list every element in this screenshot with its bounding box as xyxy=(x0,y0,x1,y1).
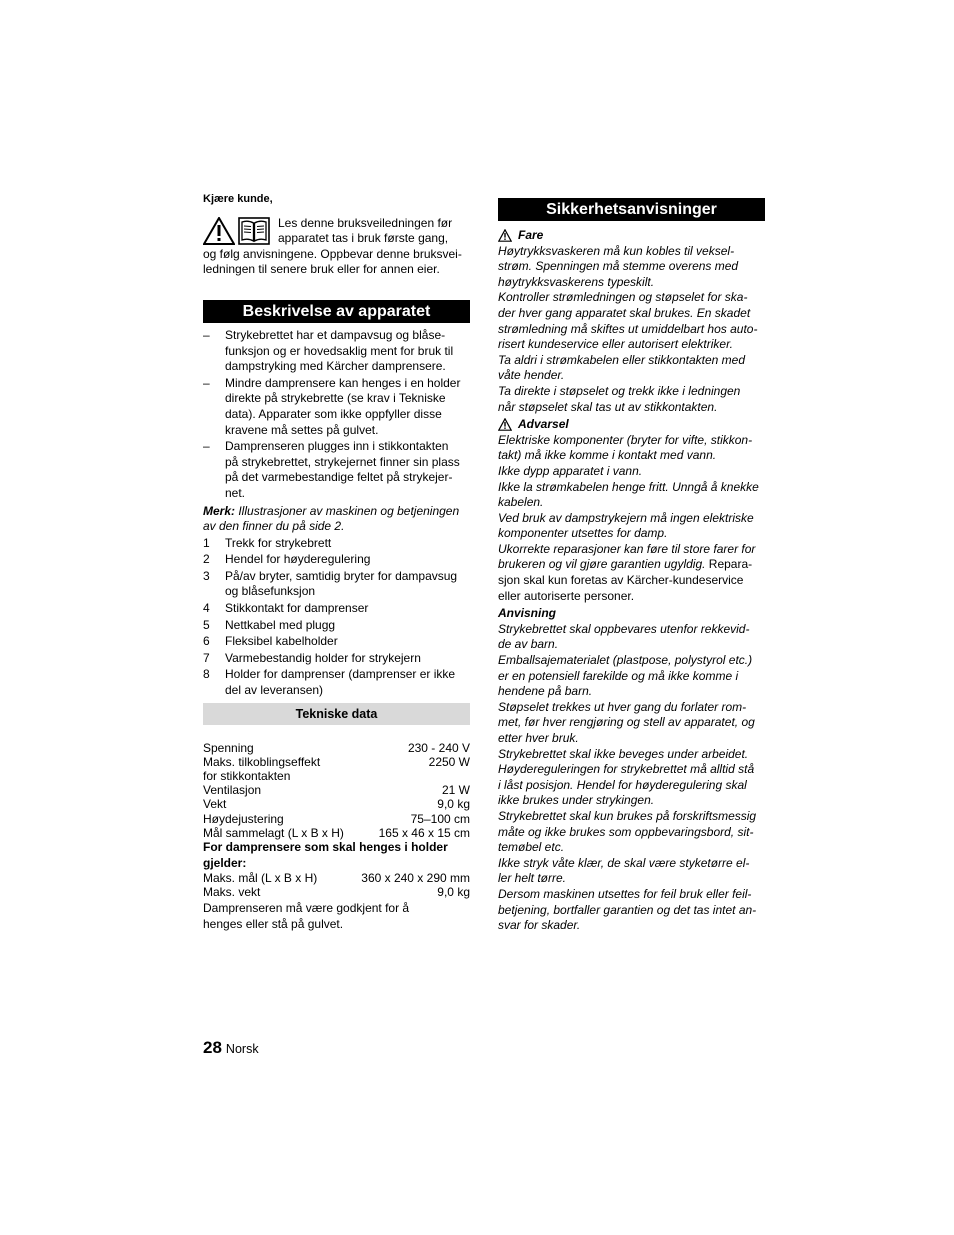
anvisning-line: Dersom maskinen utsettes for feil bruk eller feil- xyxy=(498,886,752,901)
spec-label: Maks. tilkoblingseffekt for stikkontakten xyxy=(203,754,321,784)
spec-value: 75–100 cm xyxy=(410,811,470,826)
table-row xyxy=(203,741,470,755)
table-row xyxy=(203,885,470,899)
anvisning-line: Støpselet trekkes ut hver gang du forlater rom- xyxy=(498,699,747,714)
advarsel-line: komponenter utsettes for damp. xyxy=(498,526,668,541)
spec-value: 9,0 kg xyxy=(437,797,470,812)
item-number: 6 xyxy=(203,634,210,649)
table-row xyxy=(203,783,470,797)
intro-icons xyxy=(203,217,270,245)
description-bullet-list xyxy=(203,328,470,502)
intro-block xyxy=(203,216,470,247)
fare-line: høytrykksvaskerens typeskilt. xyxy=(498,274,655,289)
anvisning-line: Strykebrettet skal oppbevares utenfor rekkevid- xyxy=(498,621,750,636)
anvisning-line: hendene på barn. xyxy=(498,684,593,699)
manual-book-icon xyxy=(238,217,270,245)
fare-line: våte hender. xyxy=(498,368,565,383)
spec-value: 9,0 kg xyxy=(437,885,470,900)
table-row xyxy=(203,871,470,885)
fare-text xyxy=(498,244,765,416)
bullet-line: på strykebrettet, strykejernet finner sin plass xyxy=(225,454,460,469)
tech-data-heading: Tekniske data xyxy=(203,703,470,725)
item-number: 4 xyxy=(203,601,210,616)
spec-label: Ventilasjon xyxy=(203,783,262,798)
item-line: På/av bryter, samtidig bryter for dampavsug xyxy=(225,568,458,583)
bullet-line: data). Apparater som ikke oppfyller disse xyxy=(225,406,442,421)
anvisning-line: temøbel etc. xyxy=(498,840,565,855)
spec-label: Vekt xyxy=(203,797,227,812)
list-item xyxy=(203,634,470,650)
anvisning-line: ikke brukes under strykingen. xyxy=(498,793,655,808)
bullet-marker: – xyxy=(203,327,210,342)
warning-triangle-icon xyxy=(498,418,512,431)
anvisning-line: måte og ikke brukes som oppbevaringsbord, sit- xyxy=(498,824,754,839)
anvisning-line: svar for skader. xyxy=(498,918,581,933)
anvisning-line: Ikke stryk våte klær, de skal være styketørre el- xyxy=(498,855,750,870)
advarsel-line: eller autoriserte personer. xyxy=(498,588,635,603)
advarsel-line xyxy=(498,557,765,573)
item-line: Nettkabel med plugg xyxy=(225,617,336,632)
anvisning-line: met, før hver rengjøring og stell av apparatet, og xyxy=(498,715,755,730)
list-item xyxy=(203,376,470,438)
item-line: Hendel for høyderegulering xyxy=(225,552,371,567)
spec-label: Spenning xyxy=(203,740,254,755)
intro-first-lines xyxy=(278,216,470,247)
note-line: av den finner du på side 2. xyxy=(203,519,345,534)
bullet-line: net. xyxy=(225,485,246,500)
item-line: Trekk for strykebrett xyxy=(225,535,332,550)
fare-label: Fare xyxy=(518,228,544,242)
advarsel-line: Elektriske komponenter (bryter for vifte, stikkon- xyxy=(498,432,753,447)
advarsel-italic-part: brukeren og vil gjøre garantien ugyldig. xyxy=(498,557,706,572)
anvisning-line: Emballsajematerialet (plastpose, polystyrol etc.) xyxy=(498,653,753,668)
anvisning-line: er en potensiell farekilde og må ikke komme i xyxy=(498,668,739,683)
fare-line: Ta aldri i strømkabelen eller stikkontakten med xyxy=(498,352,745,367)
list-item xyxy=(203,569,470,600)
spec-value: 21 W xyxy=(441,783,470,798)
right-column xyxy=(498,198,765,934)
item-line: Holder for damprenser (damprenser er ikke xyxy=(225,667,456,682)
item-number: 1 xyxy=(203,535,210,550)
list-item xyxy=(203,651,470,667)
spec-value: 2250 W xyxy=(428,754,470,769)
intro-line: og følg anvisningene. Oppbevar denne bruksvei- xyxy=(203,246,462,261)
greeting: Kjære kunde, xyxy=(203,193,273,205)
fare-line: strøm. Spenningen må stemme overens med xyxy=(498,259,739,274)
list-item xyxy=(203,601,470,617)
note-line: Illustrasjoner av maskinen og betjeningen xyxy=(235,503,460,518)
advarsel-line: Ukorrekte reparasjoner kan føre til store farer for xyxy=(498,541,756,556)
bullet-line: funksjon og er hovedsaklig ment for bruk til xyxy=(225,343,454,358)
spec-value: 165 x 46 x 15 cm xyxy=(378,825,470,840)
list-item xyxy=(203,618,470,634)
advarsel-line: kabelen. xyxy=(498,495,544,510)
component-list xyxy=(203,536,470,699)
item-number: 8 xyxy=(203,667,210,682)
item-line: Stikkontakt for damprenser xyxy=(225,601,369,616)
list-item xyxy=(203,552,470,568)
section-heading-description: Beskrivelse av apparatet xyxy=(203,300,470,323)
anvisning-line: Høydereguleringen for strykebrettet må alltid stå xyxy=(498,762,755,777)
fare-heading xyxy=(498,228,765,244)
page-number: 28 xyxy=(203,1038,222,1057)
list-item xyxy=(203,328,470,375)
bullet-line: dampstryking med Kärcher damprensere. xyxy=(225,359,446,374)
item-number: 7 xyxy=(203,650,210,665)
advarsel-line: Ikke la strømkabelen henge fritt. Unngå å knekke xyxy=(498,479,759,494)
spec-label: Maks. mål (L x B x H) xyxy=(203,871,318,886)
anvisning-line: i låst posisjon. Hendel for høyderegulering skal xyxy=(498,777,747,792)
item-line: og blåsefunksjon xyxy=(225,584,316,599)
page-footer xyxy=(203,1038,259,1058)
spec-label: Mål sammelagt (L x B x H) xyxy=(203,825,344,840)
intro-line: ledningen til senere bruk eller for annen eier. xyxy=(203,262,440,277)
anvisning-text xyxy=(498,622,765,934)
anvisning-heading: Anvisning xyxy=(498,606,557,621)
item-number: 3 xyxy=(203,568,210,583)
advarsel-label: Advarsel xyxy=(518,417,569,432)
fare-line: risert kundeservice eller autorisert elektriker. xyxy=(498,337,733,352)
intro-line: apparatet tas i bruk første gang, xyxy=(278,231,449,246)
advarsel-line: Ved bruk av dampstrykejern må ingen elektriske xyxy=(498,510,754,525)
advarsel-line: takt) må ikke komme i kontakt med vann. xyxy=(498,448,717,463)
list-item xyxy=(203,667,470,698)
intro-line: Les denne bruksveiledningen før xyxy=(278,215,453,230)
tech-data-table xyxy=(203,741,470,900)
anvisning-line: etter hver bruk. xyxy=(498,731,579,745)
bullet-line: Mindre damprensere kan henges i en holder xyxy=(225,375,461,390)
note-label: Merk: xyxy=(203,503,236,518)
list-item xyxy=(203,439,470,501)
fare-line: strømledning må skiftes ut umiddelbart hos auto- xyxy=(498,321,758,336)
bullet-line: Damprenseren plugges inn i stikkontakten xyxy=(225,439,449,454)
anvisning-line: Strykebrettet skal ikke beveges under arbeidet. xyxy=(498,746,749,761)
tech-closing xyxy=(203,900,470,932)
table-row xyxy=(203,797,470,811)
section-heading-safety: Sikkerhetsanvisninger xyxy=(498,198,765,221)
anvisning-line: ler helt tørre. xyxy=(498,871,567,886)
warning-triangle-icon xyxy=(203,217,235,245)
item-line: del av leveransen) xyxy=(225,683,324,698)
bullet-line: kravene må settes på gulvet. xyxy=(225,422,379,437)
table-row xyxy=(203,755,470,783)
bullet-line: på det varmebestandige feltet på strykejer- xyxy=(225,470,453,485)
table-row xyxy=(203,840,470,871)
anvisning-line: betjening, bortfaller garantien og det tas intet an- xyxy=(498,902,757,917)
spec-value: 230 - 240 V xyxy=(407,740,470,755)
advarsel-normal-part: Repara- xyxy=(705,557,753,572)
intro-rest-lines xyxy=(203,247,470,278)
note xyxy=(203,504,470,535)
item-line: Fleksibel kabelholder xyxy=(225,634,338,649)
closing-line: henges eller stå på gulvet. xyxy=(203,916,344,931)
spec-value: 360 x 240 x 290 mm xyxy=(361,871,470,886)
bullet-line: Strykebrettet har et dampavsug og blåse- xyxy=(225,327,446,342)
advarsel-line: Ikke dypp apparatet i vann. xyxy=(498,463,643,478)
anvisning-line: Strykebrettet skal kun brukes på forskriftsmessig xyxy=(498,808,757,823)
warning-triangle-icon xyxy=(498,229,512,242)
bullet-marker: – xyxy=(203,439,210,454)
left-column xyxy=(203,192,470,932)
fare-line: Ta direkte i støpselet og trekk ikke i ledningen xyxy=(498,383,741,398)
spec-label: Høydejustering xyxy=(203,811,284,826)
advarsel-line: sjon skal kun foretas av Kärcher-kundeservice xyxy=(498,573,744,588)
fare-line: Kontroller strømledningen og støpselet for ska- xyxy=(498,290,748,305)
table-row xyxy=(203,826,470,840)
language-label: Norsk xyxy=(225,1042,259,1056)
anvisning-line: de av barn. xyxy=(498,637,559,652)
fare-line: Høytrykksvaskeren må kun kobles til veksel- xyxy=(498,243,735,258)
list-item xyxy=(203,536,470,552)
bullet-marker: – xyxy=(203,375,210,390)
table-row xyxy=(203,812,470,826)
item-line: Varmebestandig holder for strykejern xyxy=(225,650,421,665)
bullet-line: direkte på strykebrette (se krav i Tekniske xyxy=(225,391,446,406)
closing-line: Damprenseren må være godkjent for å xyxy=(203,900,410,915)
holder-heading: For damprensere som skal henges i holder gjelder: xyxy=(203,840,448,870)
item-number: 2 xyxy=(203,552,210,567)
fare-line: når støpselet skal tas ut av stikkontakten. xyxy=(498,399,718,414)
advarsel-heading xyxy=(498,417,765,433)
spec-label: Maks. vekt xyxy=(203,885,261,900)
item-number: 5 xyxy=(203,617,210,632)
fare-line: der hver gang apparatet skal brukes. En skadet xyxy=(498,305,751,320)
advarsel-text xyxy=(498,433,765,605)
